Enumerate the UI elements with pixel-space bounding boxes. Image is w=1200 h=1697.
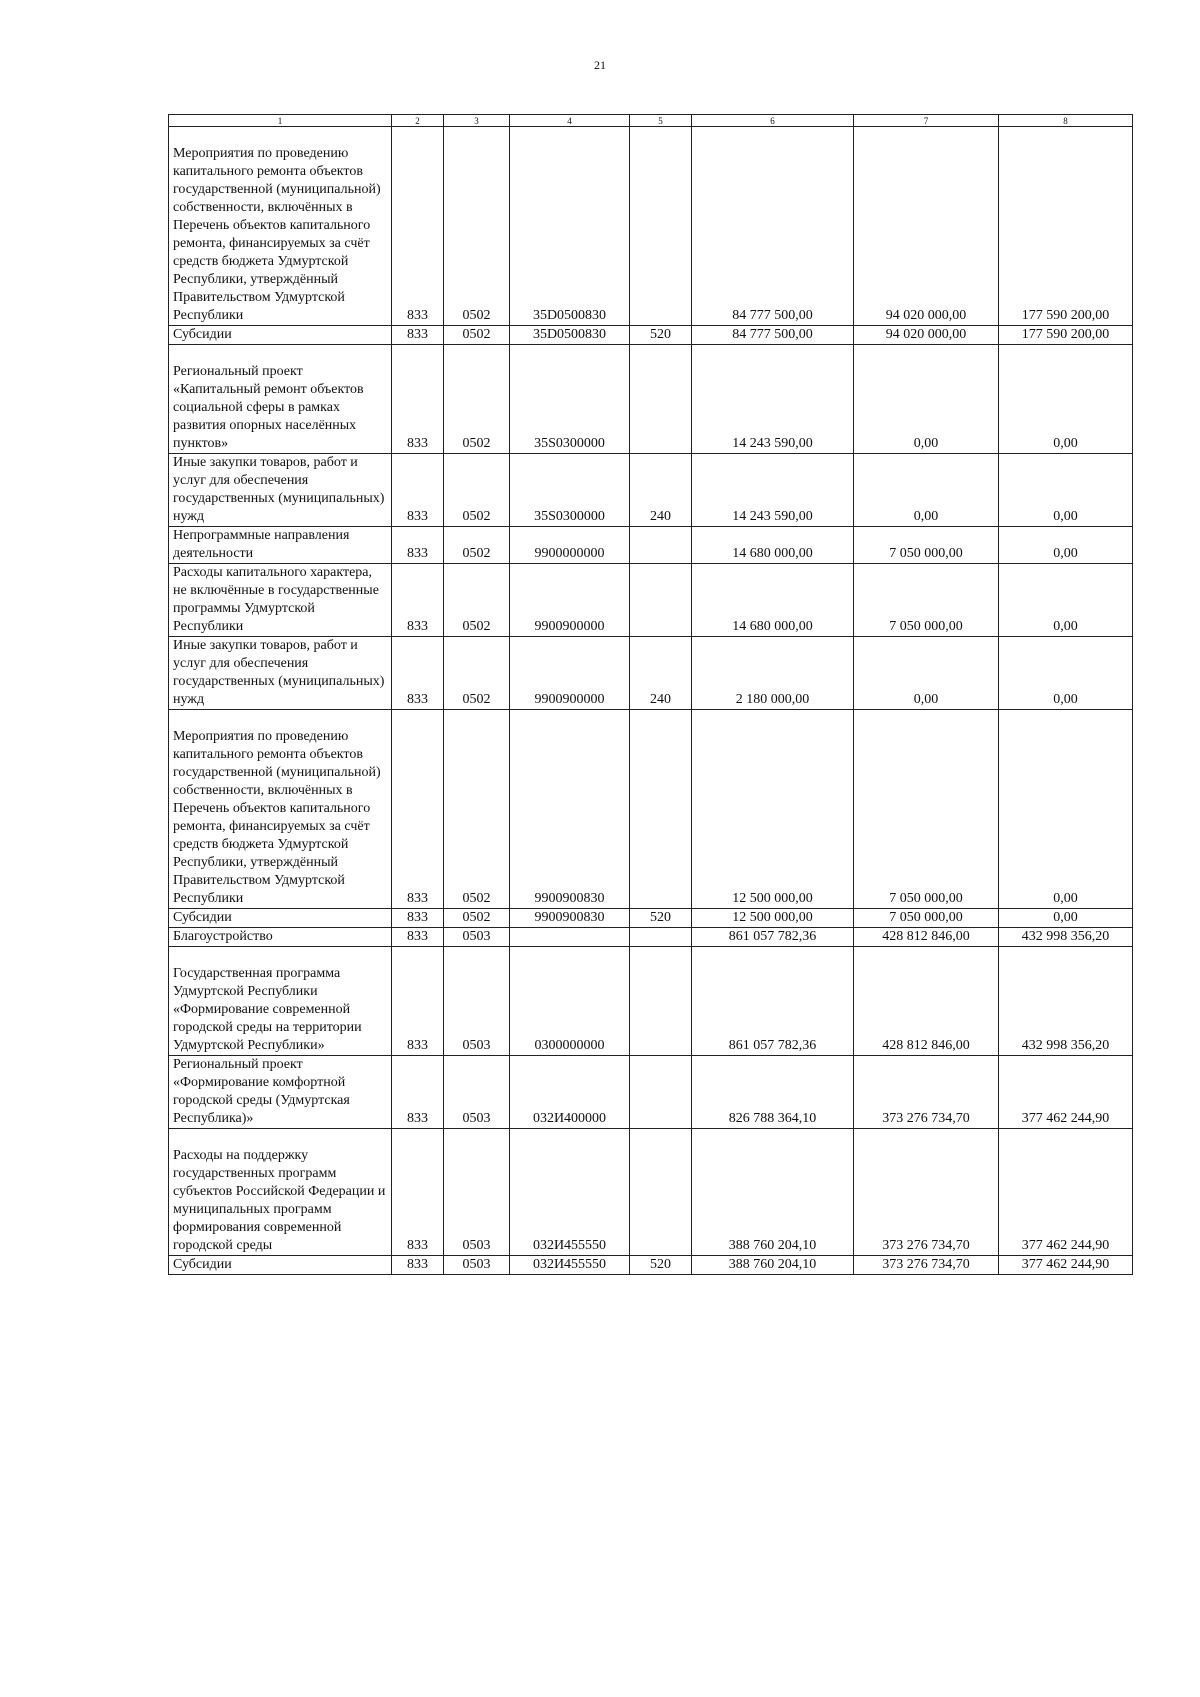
row-name-cell bbox=[169, 345, 392, 454]
row-name-text: Расходы на поддержку государственных программ субъектов Российской Федерации и муниципальных программ формирования современной городской среды bbox=[173, 1148, 386, 1253]
section-code-cell: 0502 bbox=[444, 527, 510, 564]
admin-code-cell: 833 bbox=[392, 637, 444, 710]
row-name-cell bbox=[169, 1129, 392, 1256]
table-row bbox=[169, 928, 1133, 947]
amount-col6-cell: 14 243 590,00 bbox=[692, 345, 854, 454]
amount-col8-cell: 0,00 bbox=[999, 454, 1133, 527]
target-article-cell: 35S0300000 bbox=[510, 345, 630, 454]
expense-type-cell bbox=[630, 928, 692, 947]
row-name-text: Благоустройство bbox=[173, 929, 273, 944]
admin-code-cell: 833 bbox=[392, 454, 444, 527]
target-article-cell bbox=[510, 928, 630, 947]
expense-type-cell: 240 bbox=[630, 454, 692, 527]
row-name-cell bbox=[169, 637, 392, 710]
table-row bbox=[169, 637, 1133, 710]
expense-type-cell: 520 bbox=[630, 909, 692, 928]
amount-col8-cell: 0,00 bbox=[999, 909, 1133, 928]
amount-col7-cell: 7 050 000,00 bbox=[854, 909, 999, 928]
row-name-text: Субсидии bbox=[173, 327, 232, 342]
target-article-cell: 9900900000 bbox=[510, 637, 630, 710]
amount-col7-cell: 0,00 bbox=[854, 637, 999, 710]
table-row bbox=[169, 345, 1133, 454]
row-name-text: Иные закупки товаров, работ и услуг для обеспечения государственных (муниципальных) нужд bbox=[173, 638, 385, 707]
amount-col6-cell: 861 057 782,36 bbox=[692, 947, 854, 1056]
column-number-7: 7 bbox=[854, 115, 999, 127]
amount-col7-cell: 428 812 846,00 bbox=[854, 947, 999, 1056]
amount-col8-cell: 432 998 356,20 bbox=[999, 947, 1133, 1056]
row-name-cell bbox=[169, 564, 392, 637]
amount-col7-cell: 0,00 bbox=[854, 454, 999, 527]
admin-code-cell: 833 bbox=[392, 1256, 444, 1275]
amount-col8-cell: 0,00 bbox=[999, 564, 1133, 637]
row-name-text: Региональный проект «Формирование комфортной городской среды (Удмуртская Республика)» bbox=[173, 1057, 350, 1126]
amount-col6-cell: 84 777 500,00 bbox=[692, 127, 854, 326]
admin-code-cell: 833 bbox=[392, 928, 444, 947]
budget-table bbox=[168, 114, 1133, 1275]
row-name-cell bbox=[169, 928, 392, 947]
amount-col8-cell: 177 590 200,00 bbox=[999, 326, 1133, 345]
amount-col7-cell: 373 276 734,70 bbox=[854, 1129, 999, 1256]
admin-code-cell: 833 bbox=[392, 326, 444, 345]
expense-type-cell: 240 bbox=[630, 637, 692, 710]
column-number-row bbox=[169, 115, 1133, 127]
row-name-text: Мероприятия по проведению капитального ремонта объектов государственной (муниципальной) собственности, включённых в Перечень объектов капитального ремонта, финансируемых за счёт средств бюджета Удмуртской Республики, утверждённый Правительством Удмуртской Республики bbox=[173, 146, 381, 323]
row-name-cell bbox=[169, 127, 392, 326]
table-row bbox=[169, 454, 1133, 527]
admin-code-cell: 833 bbox=[392, 345, 444, 454]
row-name-text: Субсидии bbox=[173, 910, 232, 925]
row-name-cell bbox=[169, 710, 392, 909]
column-number-4: 4 bbox=[510, 115, 630, 127]
admin-code-cell: 833 bbox=[392, 564, 444, 637]
page-number: 21 bbox=[594, 58, 606, 72]
amount-col6-cell: 861 057 782,36 bbox=[692, 928, 854, 947]
amount-col8-cell: 377 462 244,90 bbox=[999, 1256, 1133, 1275]
table-row bbox=[169, 564, 1133, 637]
target-article-cell: 9900900830 bbox=[510, 909, 630, 928]
expense-type-cell bbox=[630, 527, 692, 564]
admin-code-cell: 833 bbox=[392, 710, 444, 909]
target-article-cell: 35D0500830 bbox=[510, 326, 630, 345]
amount-col6-cell: 12 500 000,00 bbox=[692, 710, 854, 909]
column-number-2: 2 bbox=[392, 115, 444, 127]
expense-type-cell bbox=[630, 127, 692, 326]
table-row bbox=[169, 527, 1133, 564]
amount-col6-cell: 826 788 364,10 bbox=[692, 1056, 854, 1129]
expense-type-cell bbox=[630, 1129, 692, 1256]
amount-col7-cell: 0,00 bbox=[854, 345, 999, 454]
row-name-cell bbox=[169, 909, 392, 928]
amount-col7-cell: 7 050 000,00 bbox=[854, 564, 999, 637]
table-row bbox=[169, 1256, 1133, 1275]
amount-col6-cell: 388 760 204,10 bbox=[692, 1129, 854, 1256]
section-code-cell: 0503 bbox=[444, 928, 510, 947]
section-code-cell: 0503 bbox=[444, 947, 510, 1056]
target-article-cell: 032И455550 bbox=[510, 1256, 630, 1275]
row-name-cell bbox=[169, 527, 392, 564]
admin-code-cell: 833 bbox=[392, 1129, 444, 1256]
admin-code-cell: 833 bbox=[392, 909, 444, 928]
target-article-cell: 9900900830 bbox=[510, 710, 630, 909]
amount-col7-cell: 7 050 000,00 bbox=[854, 710, 999, 909]
row-name-cell bbox=[169, 1056, 392, 1129]
column-number-6: 6 bbox=[692, 115, 854, 127]
section-code-cell: 0502 bbox=[444, 454, 510, 527]
amount-col6-cell: 14 680 000,00 bbox=[692, 527, 854, 564]
amount-col6-cell: 2 180 000,00 bbox=[692, 637, 854, 710]
expense-type-cell bbox=[630, 1056, 692, 1129]
expense-type-cell: 520 bbox=[630, 326, 692, 345]
target-article-cell: 9900000000 bbox=[510, 527, 630, 564]
amount-col8-cell: 377 462 244,90 bbox=[999, 1056, 1133, 1129]
section-code-cell: 0502 bbox=[444, 909, 510, 928]
section-code-cell: 0503 bbox=[444, 1056, 510, 1129]
amount-col6-cell: 14 680 000,00 bbox=[692, 564, 854, 637]
row-name-text: Расходы капитального характера, не включённые в государственные программы Удмуртской Республики bbox=[173, 565, 379, 634]
table-row bbox=[169, 710, 1133, 909]
amount-col6-cell: 388 760 204,10 bbox=[692, 1256, 854, 1275]
amount-col8-cell: 0,00 bbox=[999, 527, 1133, 564]
amount-col6-cell: 84 777 500,00 bbox=[692, 326, 854, 345]
column-number-8: 8 bbox=[999, 115, 1133, 127]
amount-col7-cell: 7 050 000,00 bbox=[854, 527, 999, 564]
row-name-text: Непрограммные направления деятельности bbox=[173, 528, 350, 561]
column-number-1: 1 bbox=[169, 115, 392, 127]
target-article-cell: 9900900000 bbox=[510, 564, 630, 637]
amount-col6-cell: 14 243 590,00 bbox=[692, 454, 854, 527]
table-row bbox=[169, 909, 1133, 928]
table-row bbox=[169, 326, 1133, 345]
admin-code-cell: 833 bbox=[392, 1056, 444, 1129]
table-row bbox=[169, 127, 1133, 326]
target-article-cell: 032И400000 bbox=[510, 1056, 630, 1129]
section-code-cell: 0502 bbox=[444, 637, 510, 710]
target-article-cell: 35S0300000 bbox=[510, 454, 630, 527]
expense-type-cell bbox=[630, 345, 692, 454]
section-code-cell: 0503 bbox=[444, 1129, 510, 1256]
section-code-cell: 0502 bbox=[444, 345, 510, 454]
row-name-cell bbox=[169, 1256, 392, 1275]
table-row bbox=[169, 1129, 1133, 1256]
amount-col8-cell: 377 462 244,90 bbox=[999, 1129, 1133, 1256]
amount-col8-cell: 0,00 bbox=[999, 345, 1133, 454]
column-number-5: 5 bbox=[630, 115, 692, 127]
amount-col7-cell: 373 276 734,70 bbox=[854, 1056, 999, 1129]
section-code-cell: 0503 bbox=[444, 1256, 510, 1275]
section-code-cell: 0502 bbox=[444, 326, 510, 345]
row-name-cell bbox=[169, 326, 392, 345]
amount-col8-cell: 0,00 bbox=[999, 637, 1133, 710]
admin-code-cell: 833 bbox=[392, 127, 444, 326]
amount-col6-cell: 12 500 000,00 bbox=[692, 909, 854, 928]
amount-col7-cell: 373 276 734,70 bbox=[854, 1256, 999, 1275]
amount-col8-cell: 432 998 356,20 bbox=[999, 928, 1133, 947]
row-name-cell bbox=[169, 947, 392, 1056]
section-code-cell: 0502 bbox=[444, 710, 510, 909]
amount-col7-cell: 94 020 000,00 bbox=[854, 326, 999, 345]
expense-type-cell bbox=[630, 947, 692, 1056]
admin-code-cell: 833 bbox=[392, 527, 444, 564]
amount-col7-cell: 428 812 846,00 bbox=[854, 928, 999, 947]
row-name-text: Иные закупки товаров, работ и услуг для обеспечения государственных (муниципальных) нужд bbox=[173, 455, 385, 524]
amount-col8-cell: 177 590 200,00 bbox=[999, 127, 1133, 326]
column-number-3: 3 bbox=[444, 115, 510, 127]
expense-type-cell bbox=[630, 710, 692, 909]
row-name-cell bbox=[169, 454, 392, 527]
row-name-text: Государственная программа Удмуртской Республики «Формирование современной городской среды на территории Удмуртской Республики» bbox=[173, 966, 362, 1053]
target-article-cell: 032И455550 bbox=[510, 1129, 630, 1256]
amount-col8-cell: 0,00 bbox=[999, 710, 1133, 909]
table-row bbox=[169, 1056, 1133, 1129]
target-article-cell: 0300000000 bbox=[510, 947, 630, 1056]
table-row bbox=[169, 947, 1133, 1056]
section-code-cell: 0502 bbox=[444, 564, 510, 637]
amount-col7-cell: 94 020 000,00 bbox=[854, 127, 999, 326]
target-article-cell: 35D0500830 bbox=[510, 127, 630, 326]
row-name-text: Мероприятия по проведению капитального ремонта объектов государственной (муниципальной) собственности, включённых в Перечень объектов капитального ремонта, финансируемых за счёт средств бюджета Удмуртской Республики, утверждённый Правительством Удмуртской Республики bbox=[173, 729, 381, 906]
section-code-cell: 0502 bbox=[444, 127, 510, 326]
expense-type-cell bbox=[630, 564, 692, 637]
expense-type-cell: 520 bbox=[630, 1256, 692, 1275]
admin-code-cell: 833 bbox=[392, 947, 444, 1056]
row-name-text: Региональный проект «Капитальный ремонт объектов социальной сферы в рамках развития опорных населённых пунктов» bbox=[173, 364, 364, 451]
row-name-text: Субсидии bbox=[173, 1257, 232, 1272]
table-body bbox=[169, 127, 1133, 1275]
